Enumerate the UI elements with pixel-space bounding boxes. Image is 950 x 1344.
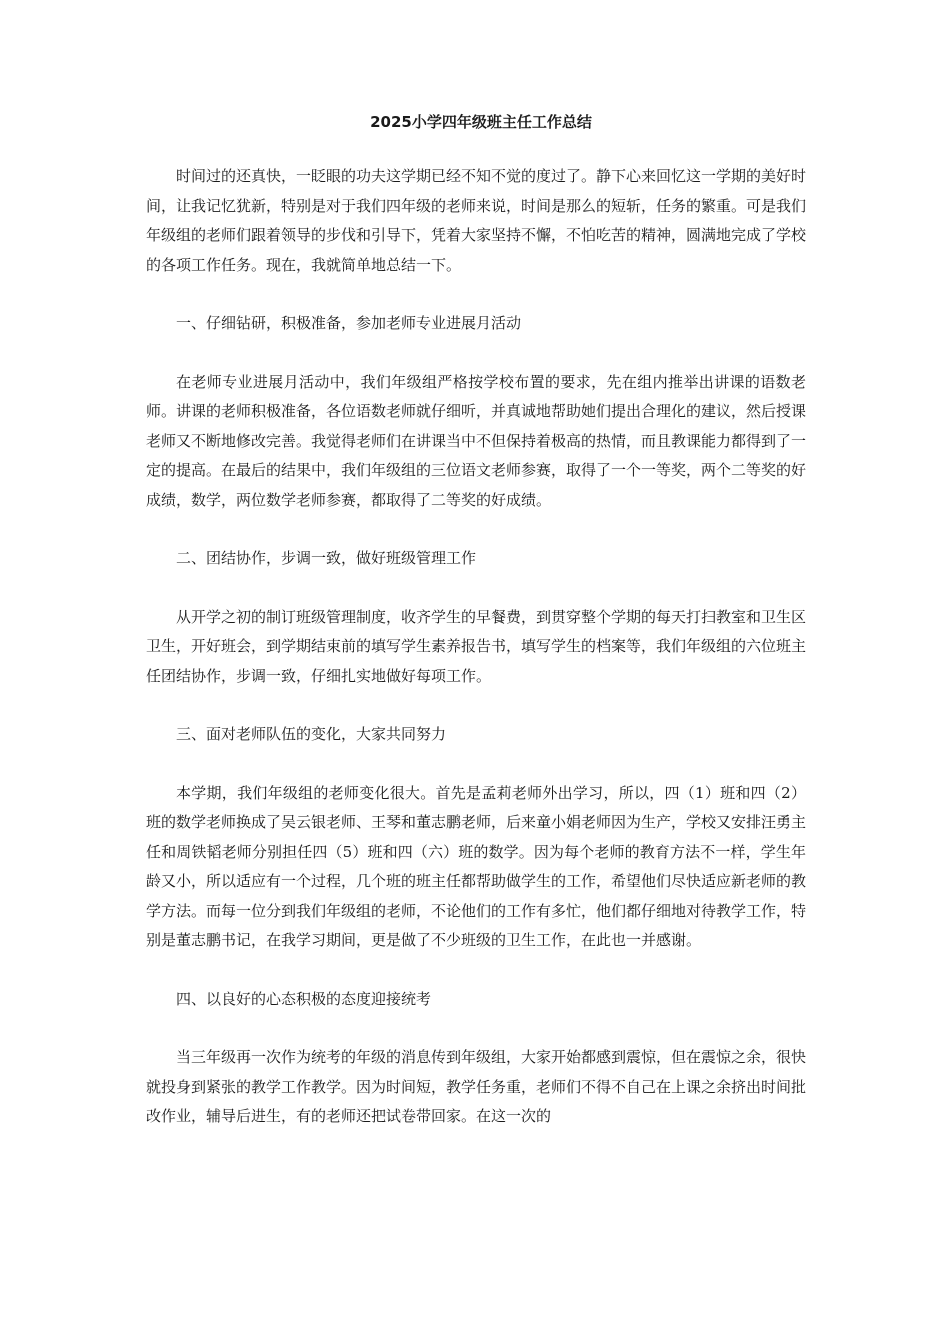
section-heading-3: 三、面对老师队伍的变化，大家共同努力 [176, 725, 447, 743]
document-page [146, 112, 806, 1161]
document-title: 2025小学四年级班主任工作总结 [370, 113, 592, 131]
section-heading-2: 二、团结协作，步调一致，做好班级管理工作 [176, 549, 477, 567]
section-paragraph-1: 在老师专业进展月活动中，我们年级组严格按学校布置的要求，先在组内推举出讲课的语数老师。讲课的老师积极准备，各位语数老师就仔细听，并真诚地帮助她们提出合理化的建议，然后授课老师又不断地修改完善。我觉得老师们在讲课当中不但保持着极高的热情，而且教课能力都得到了一定的提高。在最后的结果中，我们年级组的三位语文老师参赛，取得了一个一等奖，两个二等奖的好成绩，数学，两位数学老师参赛，都取得了二等奖的好成绩。 [146, 372, 807, 509]
section-paragraph-3: 本学期，我们年级组的老师变化很大。首先是孟莉老师外出学习，所以，四（1）班和四（2）班的数学老师换成了吴云银老师、王琴和董志鹏老师，后来童小娟老师因为生产，学校又安排汪勇主任和周铁韬老师分别担任四（5）班和四（六）班的数学。因为每个老师的教育方法不一样，学生年龄又小，所以适应有一个过程，几个班的班主任都帮助做学生的工作，希望他们尽快适应新老师的教学方法。而每一位分到我们年级组的老师，不论他们的工作有多忙，他们都仔细地对待教学工作，特别是董志鹏书记，在我学习期间，更是做了不少班级的卫生工作，在此也一并感谢。 [146, 783, 807, 949]
section-heading-4: 四、以良好的心态积极的态度迎接统考 [176, 989, 432, 1008]
intro-paragraph: 时间过的还真快，一眨眼的功夫这学期已经不知不觉的度过了。静下心来回忆这一学期的美好时间，让我记忆犹新，特别是对于我们四年级的老师来说，时间是那么的短斩，任务的繁重。可是我们年级组的老师们跟着领导的步伐和引导下，凭着大家坚持不懈，不怕吃苦的精神，圆满地完成了学校的各项工作任务。现在，我就简单地总结一下。 [146, 167, 807, 274]
section-heading-1: 一、仔细钻研，积极准备，参加老师专业进展月活动 [176, 314, 522, 332]
section-paragraph-2: 从开学之初的制订班级管理制度，收齐学生的早餐费，到贯穿整个学期的每天打扫教室和卫生区卫生，开好班会，到学期结束前的填写学生素养报告书，填写学生的档案等，我们年级组的六位班主任团结协作，步调一致，仔细扎实地做好每项工作。 [146, 607, 807, 685]
section-paragraph-4: 当三年级再一次作为统考的年级的消息传到年级组，大家开始都感到震惊，但在震惊之余，很快就投身到紧张的教学工作教学。因为时间短，教学任务重，老师们不得不自己在上课之余挤出时间批改作业，辅导后进生，有的老师还把试卷带回家。在这一次的 [146, 1048, 807, 1125]
